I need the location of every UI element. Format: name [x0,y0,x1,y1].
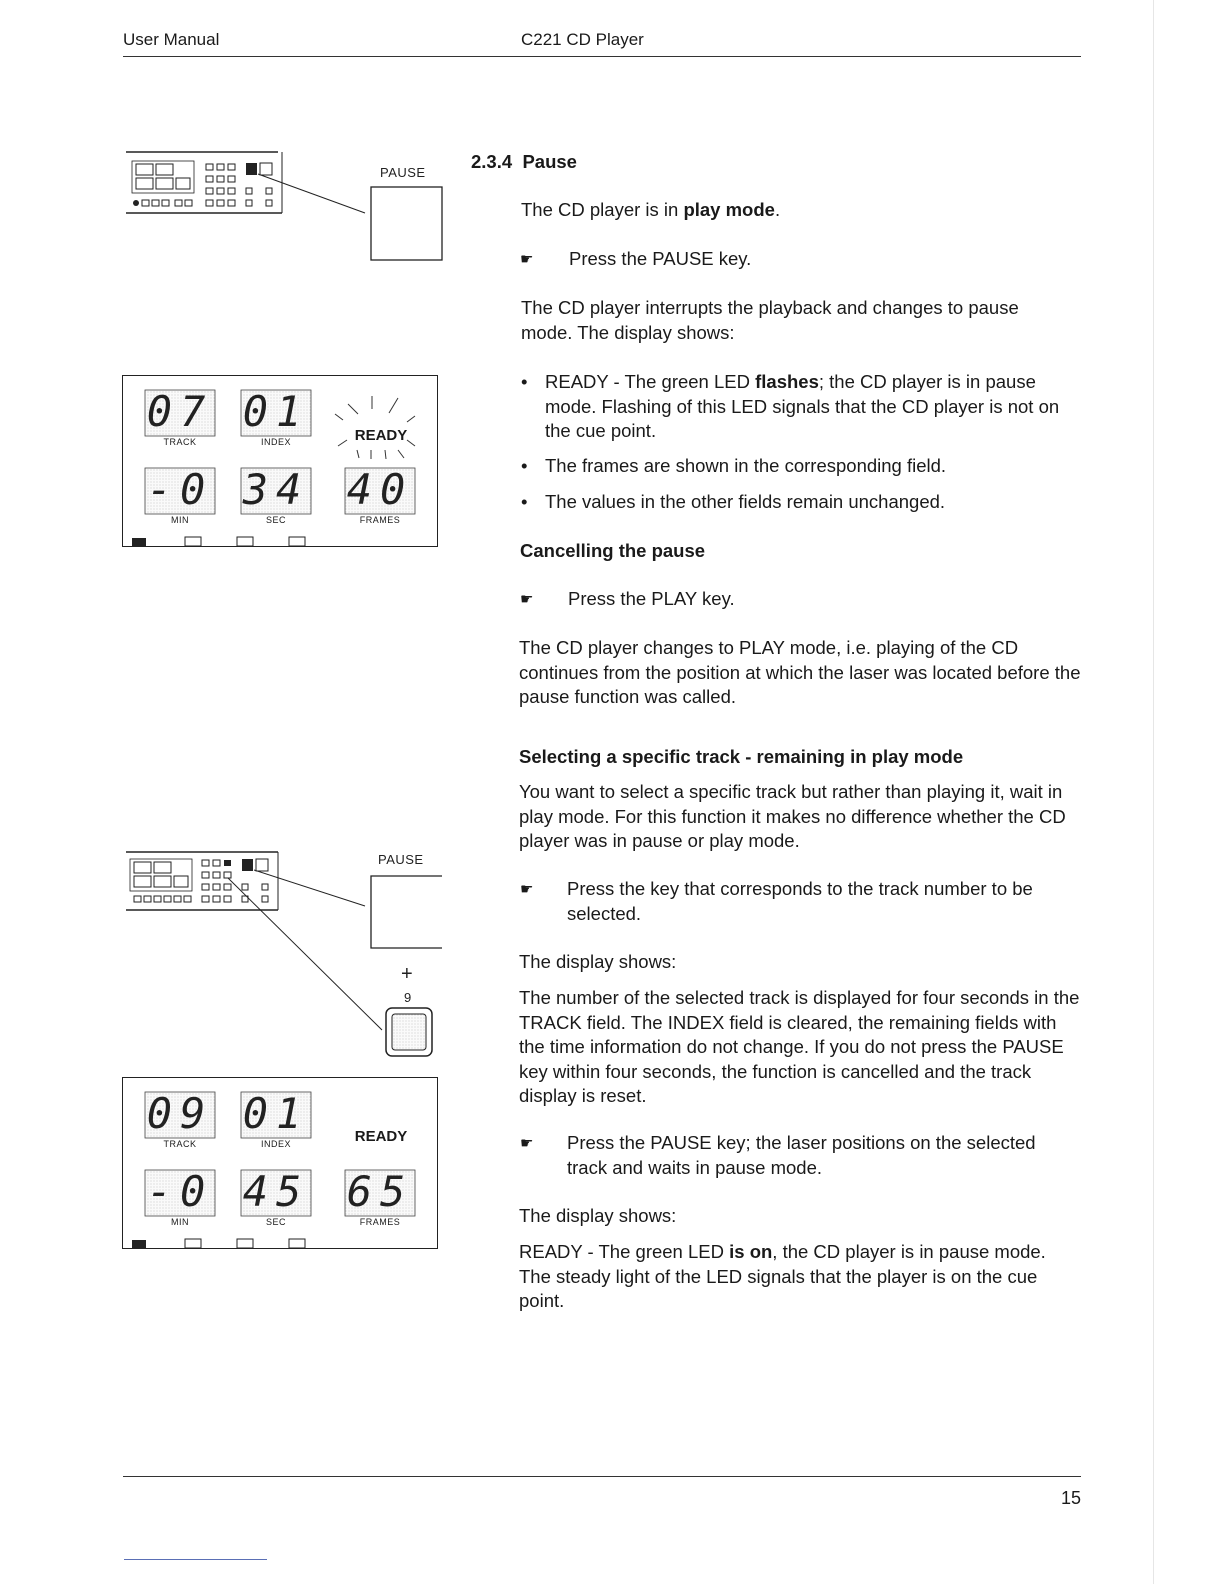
p8-text-a: READY - The green LED [519,1241,730,1262]
pause-key [371,187,442,260]
display1-min-label: MIN [171,515,189,525]
paragraph-display-shows-2: The display shows: [519,1205,677,1226]
front-panel-figure-2 [120,840,450,1060]
pause-key-2 [371,876,442,948]
cd-display-2 [122,1077,438,1249]
section-title: Pause [522,151,577,172]
bullet3-text: The values in the other fields remain unchanged. [545,491,946,512]
paragraph-select-track: You want to select a specific track but rather than playing it, wait in play mode. For this function it makes no difference whether the CD player was in pause or play mode. [519,781,1066,851]
pointing-hand-icon: ☛ [520,591,534,608]
bullet-dot-icon: • [521,371,528,392]
bullet-dot-icon: • [521,491,528,512]
step-press-pause-again: Press the PAUSE key; the laser positions on the selected track and waits in pause mode. [567,1132,1036,1178]
pause-key-label: PAUSE [380,165,426,180]
pause-key-label-2: PAUSE [378,852,424,867]
paragraph-ready-steady [519,1240,1079,1314]
display2-track-digits: 09 [146,1089,214,1138]
header-rule [123,56,1081,57]
display2-min-label: MIN [171,1217,189,1227]
front-panel-figure-1 [120,140,450,270]
scan-edge-line [1153,0,1154,1584]
p1-text-a: The CD player is in [521,199,684,220]
step-press-play: Press the PLAY key. [568,588,735,609]
display1-track-label: TRACK [163,437,197,447]
cd-display-1 [122,375,438,547]
bullet1-text-c: ; the CD player is in pause mode. Flashing of this LED signals that the CD player is not on the cue point. [545,371,1060,441]
plus-sign: + [401,963,413,985]
header-left: User Manual [123,30,220,49]
paragraph-play-mode-continues: The CD player changes to PLAY mode, i.e. playing of the CD continues from the position at which the laser was located before the pause function was called. [519,637,1081,707]
bullet-dot-icon: • [521,455,528,476]
display1-frames-label: FRAMES [359,515,401,525]
paragraph-play-mode [521,198,1081,223]
display1-min-digits: -0 [146,465,214,514]
step-press-track-key: Press the key that corresponds to the track number to be selected. [567,878,1033,924]
paragraph-interrupts: The CD player interrupts the playback and changes to pause mode. The display shows: [521,297,1019,343]
display1-sec-label: SEC [265,515,286,525]
display2-min-digits: -0 [146,1167,214,1216]
display2-ready-indicator: READY [354,1128,408,1145]
display2-index-label: INDEX [260,1139,291,1149]
step-press-pause: Press the PAUSE key. [569,248,752,269]
display2-sec-label: SEC [265,1217,286,1227]
display2-index-digits: 01 [242,1089,310,1138]
header-center: C221 CD Player [521,30,644,49]
paragraph-track-number-displayed: The number of the selected track is displayed for four seconds in the TRACK field. The INDEX field is cleared, the remaining fields with the time information do not change. If you do not press the PAUSE key within four seconds, the function is cancelled and the track display is reset. [519,987,1080,1106]
display2-track-label: TRACK [163,1139,197,1149]
display2-sec-digits: 45 [242,1167,310,1216]
display1-sec-digits: 34 [242,465,310,514]
display1-track-digits: 07 [146,387,214,436]
bullet1-text-a: READY - The green LED [545,371,756,392]
display1-index-label: INDEX [260,437,291,447]
section-heading [471,151,577,173]
display1-ready-indicator: READY [354,427,408,444]
pointing-hand-icon: ☛ [520,251,534,268]
p1-text-c: . [774,199,781,220]
key-9-label: 9 [404,990,412,1005]
p1-text-bold: play mode [683,199,775,220]
heading-selecting-track: Selecting a specific track - remaining in play mode [519,746,964,767]
bullet1-text-bold: flashes [755,371,819,392]
bullet2-text: The frames are shown in the corresponding field. [545,455,947,476]
display1-index-digits: 01 [242,387,310,436]
footnote-rule [124,1559,267,1560]
p8-text-bold: is on [729,1241,773,1262]
section-number: 2.3.4 [471,151,513,172]
display1-frames-digits: 40 [346,465,414,514]
heading-cancelling-pause: Cancelling the pause [520,540,706,561]
footer-rule [123,1476,1081,1477]
page-number: 15 [1061,1488,1082,1508]
p8-text-c: , the CD player is in pause mode. The steady light of the LED signals that the player is on the cue point. [519,1241,1046,1311]
pointing-hand-icon: ☛ [520,881,534,898]
display2-frames-digits: 65 [346,1167,414,1216]
pointing-hand-icon: ☛ [520,1135,534,1152]
paragraph-display-shows-1: The display shows: [519,951,677,972]
display2-frames-label: FRAMES [359,1217,401,1227]
